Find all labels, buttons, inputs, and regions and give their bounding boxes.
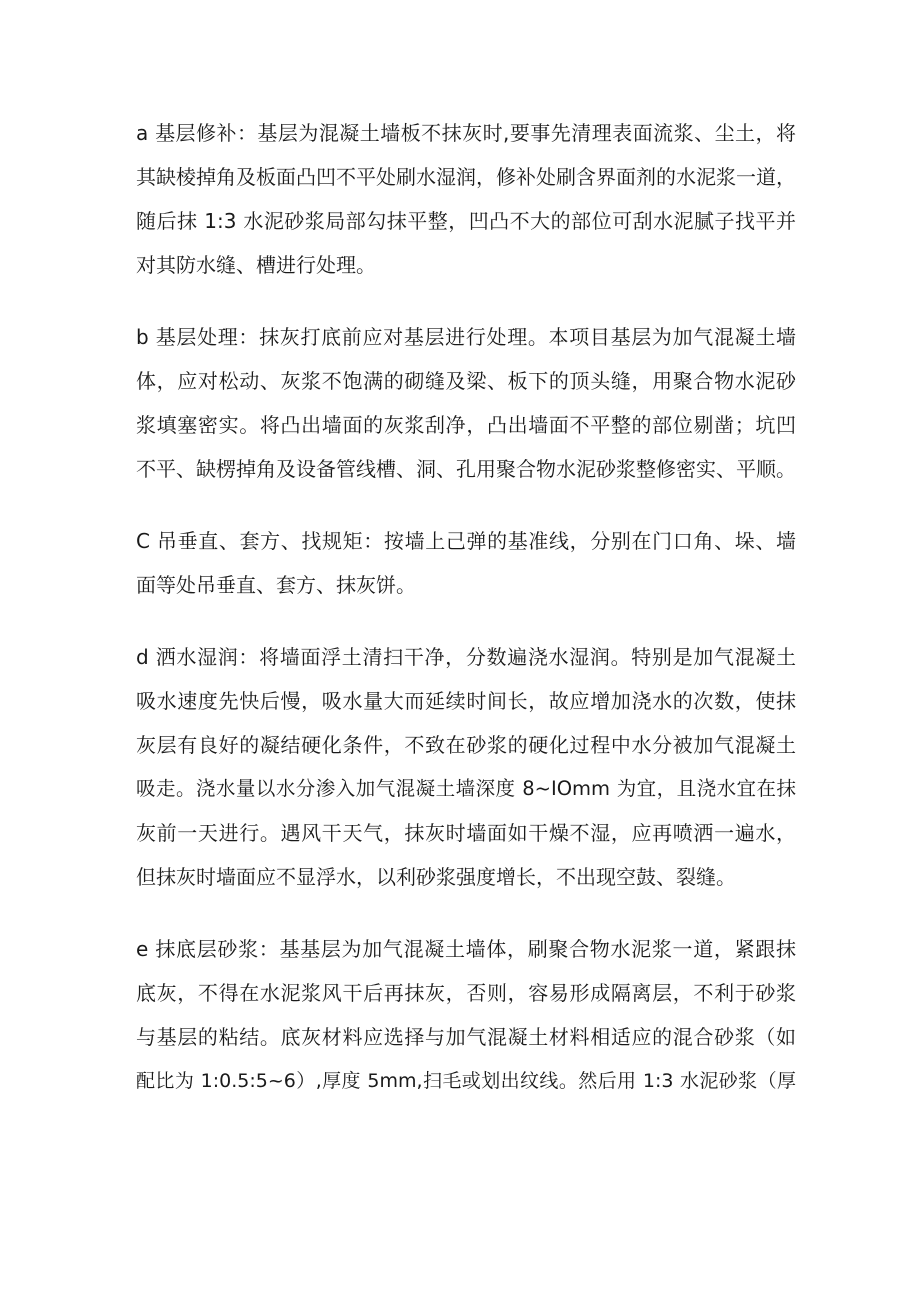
paragraph-line: 不平、缺楞掉角及设备管线槽、洞、孔用聚合物水泥砂浆整修密实、平顺。 [136,457,796,481]
paragraph-line: 与基层的粘结。底灰材料应选择与加气混凝土材料相适应的混合砂浆（如 [136,1025,796,1049]
paragraph-e [136,927,796,1103]
paragraph-line: 配比为 1:0.5:5~6）,厚度 5mm,扫毛或划出纹线。然后用 1:3 水泥砂浆（厚 [136,1070,796,1092]
paragraph-c [136,519,796,607]
paragraph-line: 灰前一天进行。遇风干天气，抹灰时墙面如干燥不湿，应再喷洒一遍水， [136,821,796,845]
paragraph-line: 吸水速度先快后慢，吸水量大而延续时间长，故应增加浇水的次数，使抹 [136,689,796,713]
paragraph-line: e 抹底层砂浆：基基层为加气混凝土墙体，刷聚合物水泥浆一道，紧跟抹 [136,937,796,961]
paragraph-line: 随后抹 1:3 水泥砂浆局部勾抹平整，凹凸不大的部位可刮水泥腻子找平并 [136,209,796,233]
paragraph-line: 体，应对松动、灰浆不饱满的砌缝及梁、板下的顶头缝，用聚合物水泥砂 [136,369,796,393]
paragraph-a [136,111,796,287]
paragraph-line: 吸走。浇水量以水分渗入加气混凝土墙深度 8~IOmm 为宜，且浇水宜在抹 [136,777,796,800]
paragraph-line: 对其防水缝、槽进行处理。 [136,253,376,277]
paragraph-b [136,315,796,491]
document-body [136,111,796,1131]
paragraph-line: a 基层修补：基层为混凝土墙板不抹灰时,要事先清理表面流浆、尘土，将 [136,121,796,145]
paragraph-line: 灰层有良好的凝结硬化条件，不致在砂浆的硬化过程中水分被加气混凝土 [136,733,796,757]
paragraph-line: 但抹灰时墙面应不显浮水，以利砂浆强度增长，不出现空鼓、裂缝。 [136,865,736,889]
paragraph-line: 其缺棱掉角及板面凸凹不平处刷水湿润，修补处刷含界面剂的水泥浆一道， [136,165,796,189]
paragraph-line: C 吊垂直、套方、找规矩：按墙上己弹的基准线，分别在门口角、垛、墙 [136,529,796,553]
paragraph-line: 面等处吊垂直、套方、抹灰饼。 [136,573,416,597]
paragraph-d [136,635,796,899]
paragraph-line: 底灰，不得在水泥浆风干后再抹灰，否则，容易形成隔离层，不利于砂浆 [136,981,796,1005]
paragraph-line: 浆填塞密实。将凸出墙面的灰浆刮净，凸出墙面不平整的部位剔凿；坑凹 [136,413,796,437]
paragraph-line: d 洒水湿润：将墙面浮土清扫干净，分数遍浇水湿润。特别是加气混凝土 [136,645,796,669]
paragraph-line: b 基层处理：抹灰打底前应对基层进行处理。本项目基层为加气混凝土墙 [136,325,796,349]
